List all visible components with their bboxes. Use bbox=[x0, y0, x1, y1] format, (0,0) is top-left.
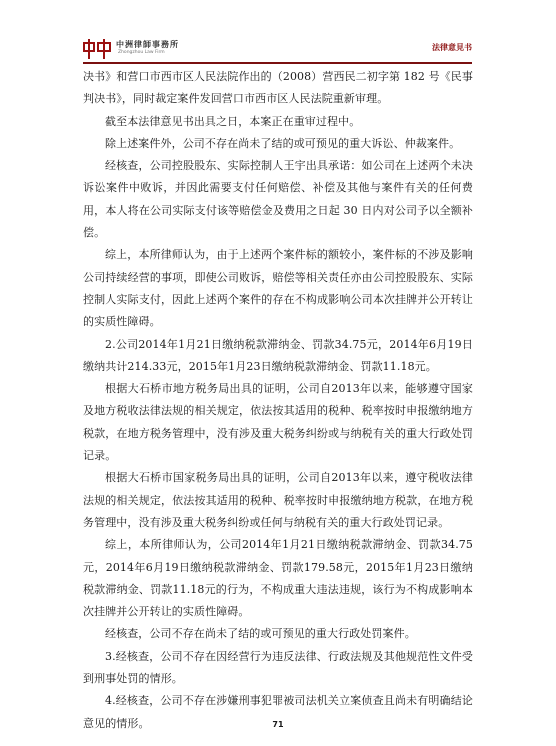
paragraph: 综上，本所律师认为，由于上述两个案件标的额较小，案件标的不涉及影响公司持续经营的事项，即使公司败诉，赔偿等相关责任亦由公司控股股东、实际控制人实际支付，因此上述两个案件的存在不构成影响公司本次挂牌并公开转让的实质性障碍。 bbox=[83, 248, 473, 329]
document-body bbox=[83, 66, 473, 735]
page-header bbox=[83, 36, 472, 62]
paragraph: 根据大石桥市国家税务局出具的证明，公司自2013年以来，遵守税收法律法规的相关规定，依法按其适用的税种、税率按时申报缴纳地方税款，在地方税务管理中，没有涉及重大税务纠纷或任何与纳税有关的重大行政处罚记录。 bbox=[83, 471, 473, 529]
paragraph: 经核查，公司控股股东、实际控制人王宇出具承诺：如公司在上述两个未决诉讼案件中败诉，并因此需要支付任何赔偿、补偿及其他与案件有关的任何费用，本人将在公司实际支付该等赔偿金及费用之日起 30 日内对公司予以全额补偿。 bbox=[83, 159, 473, 240]
firm-name-english: Zhongzhou Law Firm bbox=[118, 50, 165, 55]
firm-name: 中洲律師事務所 bbox=[116, 39, 179, 49]
document-type-label: 法律意見书 bbox=[432, 42, 472, 52]
paragraph: 根据大石桥市地方税务局出具的证明，公司自2013年以来，能够遵守国家及地方税收法律法规的相关规定，依法按其适用的税种、税率按时申报缴纳地方税款，在地方税务管理中，没有涉及重大税务纠纷或与纳税有关的重大行政处罚记录。 bbox=[83, 382, 473, 463]
page-number: 71 bbox=[272, 720, 284, 729]
paragraph: 经核查，公司不存在尚未了结的或可预见的重大行政处罚案件。 bbox=[105, 627, 416, 641]
paragraph: 4.经核查，公司不存在涉嫌刑事犯罪被司法机关立案侦查且尚未有明确结论意见的情形。 bbox=[83, 694, 473, 730]
paragraph: 综上，本所律师认为，公司2014年1月21日缴纳税款滞纳金、罚款34.75元，2014年6月19日缴纳税款滞纳金、罚款179.58元，2015年1月23日缴纳税款滞纳金、罚款11.18元的行为，不构成重大违法违规，该行为不构成影响本次挂牌并公开转让的实质性障碍。 bbox=[83, 538, 473, 619]
firm-logo-icon bbox=[83, 38, 113, 60]
paragraph: 2.公司2014年1月21日缴纳税款滞纳金、罚款34.75元，2014年6月19日缴纳共计214.33元，2015年1月23日缴纳税款滞纳金、罚款11.18元。 bbox=[83, 337, 473, 373]
paragraph: 截至本法律意见书出具之日，本案正在重审过程中。 bbox=[105, 114, 361, 128]
header-divider bbox=[83, 62, 472, 64]
paragraph: 决书》和营口市西市区人民法院作出的（2008）营西民二初字第 182 号《民事判决书》，同时裁定案件发回营口市西市区人民法院重新审理。 bbox=[83, 70, 473, 106]
paragraph: 除上述案件外，公司不存在尚未了结的或可预见的重大诉讼、仲裁案件。 bbox=[105, 136, 461, 150]
paragraph: 3.经核查，公司不存在因经营行为违反法律、行政法规及其他规范性文件受到刑事处罚的情形。 bbox=[83, 649, 473, 686]
